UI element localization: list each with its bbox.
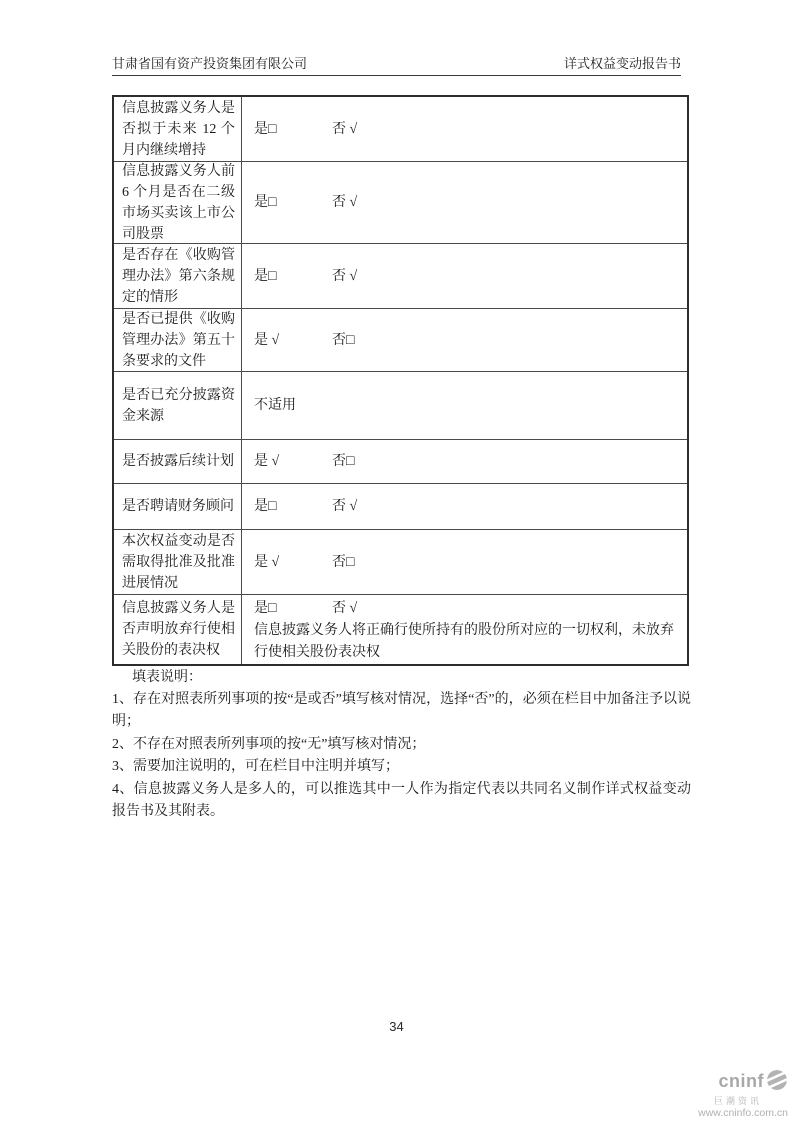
table-row: [114, 371, 687, 439]
no-checkbox: 否 √: [332, 195, 358, 210]
row-label: 是否已充分披露资金来源: [114, 372, 242, 439]
disclosure-checklist-table: [112, 95, 689, 666]
row-label: 信息披露义务人前 6 个月是否在二级市场买卖该上市公司股票: [114, 162, 242, 243]
row-value: [242, 440, 687, 483]
row-value: [242, 97, 687, 161]
row-value: [242, 162, 687, 243]
no-checkbox: 否 √: [332, 268, 358, 284]
row-label: 本次权益变动是否需取得批准及批准进展情况: [114, 530, 242, 594]
row-label: 信息披露义务人是否声明放弃行使相关股份的表决权: [114, 595, 242, 664]
note-item-1: 1、存在对照表所列事项的按“是或否”填写核对情况，选择“否”的，必须在栏目中加备注予以说明；: [112, 692, 691, 730]
note-item-3: 3、需要加注说明的，可在栏目中注明并填写；: [112, 759, 399, 775]
row-label: 信息披露义务人是否拟于未来 12 个月内继续增持: [114, 97, 242, 161]
row-label: 是否聘请财务顾问: [114, 484, 242, 529]
yes-checkbox: 是□: [254, 601, 277, 616]
no-checkbox: 否□: [332, 554, 355, 570]
form-notes: [112, 666, 691, 823]
table-row: [114, 243, 687, 308]
header-company-name: 甘肃省国有资产投资集团有限公司: [112, 56, 308, 71]
notes-title: 填表说明：: [132, 670, 202, 685]
row-value: [242, 372, 687, 439]
yes-checkbox: 是□: [254, 195, 277, 210]
yes-checkbox: 是 √: [254, 332, 280, 348]
row-value: [242, 530, 687, 594]
yes-checkbox: 是 √: [254, 454, 280, 469]
table-row: [114, 97, 687, 161]
row-value: [242, 309, 687, 371]
no-checkbox: 否 √: [332, 499, 358, 514]
table-row: [114, 308, 687, 371]
yes-checkbox: 是□: [254, 121, 277, 137]
swirl-icon: [766, 1069, 788, 1096]
row-label: 是否存在《收购管理办法》第六条规定的情形: [114, 244, 242, 308]
page-number: 34: [389, 1019, 404, 1034]
not-applicable-text: 不适用: [254, 398, 296, 413]
no-checkbox: 否 √: [332, 601, 358, 616]
table-row: [114, 594, 687, 664]
voting-rights-note: 信息披露义务人将正确行使所持有的股份所对应的一切权利，未放弃行使相关股份表决权: [254, 623, 674, 660]
header-report-title: 详式权益变动报告书: [563, 56, 681, 71]
row-value: [242, 595, 687, 664]
yes-checkbox: 是 √: [254, 554, 280, 570]
table-row: [114, 161, 687, 243]
table-row: [114, 529, 687, 594]
no-checkbox: 否□: [332, 332, 355, 348]
row-label: 是否已提供《收购管理办法》第五十条要求的文件: [114, 309, 242, 371]
no-checkbox: 否□: [332, 454, 355, 469]
note-item-2: 2、不存在对照表所列事项的按“无”填写核对情况；: [112, 736, 426, 752]
logo-url-text: www.cninfo.com.cn: [698, 1107, 788, 1120]
page-header: [112, 56, 681, 76]
yes-checkbox: 是□: [254, 499, 277, 514]
row-label: 是否披露后续计划: [114, 440, 242, 483]
note-item-4: 4、信息披露义务人是多人的，可以推选其中一人作为指定代表以共同名义制作详式权益变动报告书及其附表。: [112, 781, 691, 820]
logo-subtitle: 巨潮资讯: [713, 1095, 762, 1106]
logo-wordmark: cninf: [718, 1071, 764, 1092]
cninfo-logo: [653, 1069, 788, 1120]
no-checkbox: 否 √: [332, 121, 358, 137]
table-row: [114, 483, 687, 529]
table-row: [114, 439, 687, 483]
yes-checkbox: 是□: [254, 268, 277, 284]
row-value: [242, 484, 687, 529]
row-value: [242, 244, 687, 308]
